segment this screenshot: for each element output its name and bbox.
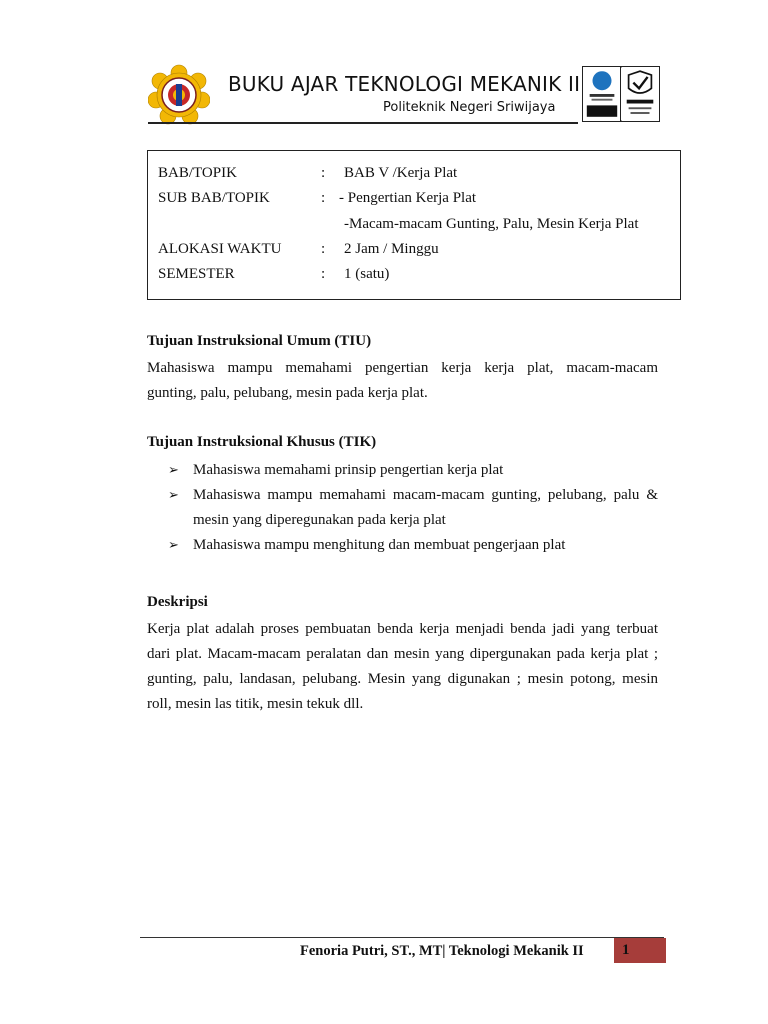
deskripsi-line-2: dari plat. Macam-macam peralatan dan mesin yang dipergunakan pada kerja plat ; (147, 646, 658, 662)
list-item (168, 458, 658, 483)
list-item-text: Mahasiswa memahami prinsip pengertian kerja plat (193, 462, 504, 478)
info-value: 2 Jam / Minggu (344, 241, 439, 257)
deskripsi-line-3: gunting, palu, landasan, pelubang. Mesin yang digunakan ; mesin potong, mesin (147, 671, 658, 687)
list-item (168, 483, 658, 533)
deskripsi-heading: Deskripsi (147, 594, 208, 610)
arrow-bullet-icon: ➢ (168, 463, 179, 478)
info-label: BAB/TOPIK (158, 165, 237, 181)
book-title: BUKU AJAR TEKNOLOGI MEKANIK II (228, 72, 581, 96)
header-divider (148, 122, 578, 124)
info-label: SUB BAB/TOPIK (158, 190, 270, 206)
info-value: - Pengertian Kerja Plat (339, 190, 477, 206)
tiu-line-1: Mahasiswa mampu memahami pengertian kerja kerja plat, macam-macam (147, 360, 658, 376)
institution-name: Politeknik Negeri Sriwijaya (383, 100, 556, 115)
topic-info-box (147, 150, 681, 300)
info-colon: : (321, 241, 326, 257)
tiu-heading: Tujuan Instruksional Umum (TIU) (147, 333, 372, 349)
arrow-bullet-icon: ➢ (168, 488, 179, 503)
info-colon: : (321, 190, 326, 206)
info-colon: : (321, 266, 326, 282)
arrow-bullet-icon: ➢ (168, 538, 179, 553)
info-value: 1 (satu) (344, 266, 390, 282)
footer-divider (140, 937, 664, 938)
footer-author: Fenoria Putri, ST., MT| Teknologi Mekanik II (300, 943, 584, 959)
info-label: SEMESTER (158, 266, 235, 282)
info-colon: : (321, 165, 326, 181)
ukas-icon (620, 66, 660, 122)
info-value: -Macam-macam Gunting, Palu, Mesin Kerja Plat (344, 216, 639, 232)
tik-list (168, 458, 658, 558)
page-number: 1 (614, 938, 666, 963)
info-value: BAB V /Kerja Plat (344, 165, 458, 181)
nqa-iso9001-icon (582, 66, 622, 122)
deskripsi-line-4: roll, mesin las titik, mesin tekuk dll. (147, 696, 364, 712)
page-header (148, 64, 660, 126)
list-item (168, 533, 658, 558)
list-item-text: Mahasiswa mampu menghitung dan membuat pengerjaan plat (193, 537, 566, 553)
info-label: ALOKASI WAKTU (158, 241, 282, 257)
deskripsi-line-1: Kerja plat adalah proses pembuatan benda kerja menjadi benda jadi yang terbuat (147, 621, 658, 637)
polsri-logo-icon (148, 64, 210, 126)
list-item-text: Mahasiswa mampu memahami macam-macam gunting, pelubang, palu & mesin yang diperegunakan pada kerja plat (193, 487, 658, 528)
tiu-line-2: gunting, palu, pelubang, mesin pada kerja plat. (147, 385, 428, 401)
tik-heading: Tujuan Instruksional Khusus (TIK) (147, 434, 377, 450)
